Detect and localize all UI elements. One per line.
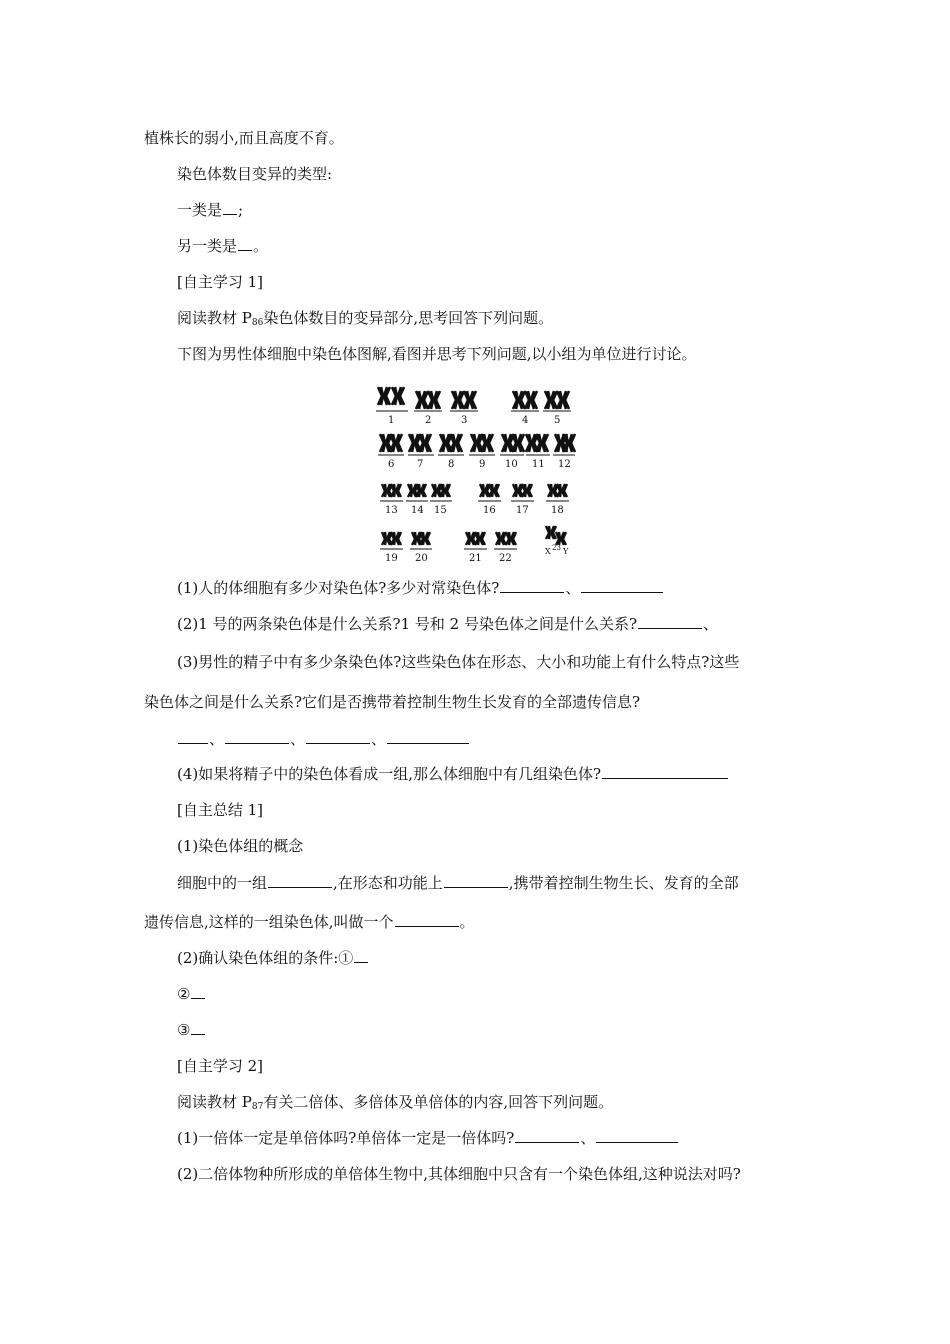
text-line: 细胞中的一组 ,在形态和功能上 ,携带着控制生物生长、发育的全部 bbox=[177, 874, 739, 892]
text-line: 染色体数目变异的类型: bbox=[177, 165, 333, 183]
karyotype-label: 22 bbox=[499, 553, 512, 563]
text-line: ③ bbox=[177, 1020, 206, 1040]
text-line: 一类是 ; bbox=[177, 201, 244, 219]
karyotype-label: 8 bbox=[448, 459, 455, 470]
section-label: [自主学习 2] bbox=[177, 1057, 264, 1075]
karyotype-label: 13 bbox=[385, 505, 398, 516]
question-3-answers: 、 、 、 bbox=[177, 729, 470, 749]
karyotype-label: 7 bbox=[417, 459, 424, 470]
question-2: (2)1 号的两条染色体是什么关系?1 号和 2 号染色体之间是什么关系? 、 bbox=[177, 615, 719, 633]
chromosome-pair-4 bbox=[513, 391, 537, 409]
karyotype-label: 15 bbox=[434, 505, 447, 516]
karyotype-label: 3 bbox=[461, 415, 468, 426]
karyotype-figure bbox=[372, 383, 580, 563]
question-4: (4)如果将精子中的染色体看成一组,那么体细胞中有几组染色体? bbox=[177, 764, 729, 784]
text-line: (1)一倍体一定是单倍体吗?单倍体一定是一倍体吗? 、 bbox=[177, 1128, 679, 1148]
chromosome-pair-5 bbox=[545, 391, 569, 409]
chromosome-pair-3 bbox=[452, 391, 476, 409]
karyotype-label: 9 bbox=[479, 459, 486, 470]
karyotype-label: 4 bbox=[522, 415, 529, 426]
karyotype-label: 1 bbox=[388, 415, 395, 426]
karyotype-label: 17 bbox=[516, 505, 529, 516]
text-line: 阅读教材 $P_{86}$染色体数目的变异部分,思考回答下列问题。 bbox=[177, 309, 554, 328]
text-line: 下图为男性体细胞中染色体图解,看图并思考下列问题,以小组为单位进行讨论。 bbox=[177, 345, 697, 363]
text-line: 另一类是 。 bbox=[177, 237, 269, 255]
text-line: 阅读教材 $P_{87}$有关二倍体、多倍体及单倍体的内容,回答下列问题。 bbox=[177, 1093, 614, 1112]
karyotype-label: 18 bbox=[551, 505, 564, 516]
question-3-cont: 染色体之间是什么关系?它们是否携带着控制生物生长发育的全部遗传信息? bbox=[144, 693, 641, 711]
text-line: (1)染色体组的概念 bbox=[177, 837, 304, 855]
karyotype-label: 20 bbox=[415, 553, 428, 563]
karyotype-label: 10 bbox=[505, 459, 518, 470]
karyotype-label: 16 bbox=[483, 505, 496, 516]
chromosome-pair-1 bbox=[378, 387, 404, 405]
question-3: (3)男性的精子中有多少条染色体?这些染色体在形态、大小和功能上有什么特点?这些 bbox=[177, 653, 740, 671]
text-line: ② bbox=[177, 984, 206, 1004]
text-line: (2)确认染色体组的条件:① bbox=[177, 948, 369, 968]
chromosome-row-3 bbox=[382, 484, 567, 497]
karyotype-label: 21 bbox=[469, 553, 482, 563]
karyotype-label: 2 bbox=[425, 415, 432, 426]
karyotype-label: 14 bbox=[411, 505, 424, 516]
section-label: [自主学习 1] bbox=[177, 273, 264, 291]
question-1: (1)人的体细胞有多少对染色体?多少对常染色体? 、 bbox=[177, 578, 664, 598]
chromosome-row-4 bbox=[382, 526, 566, 545]
karyotype-label: 11 bbox=[532, 459, 545, 470]
karyotype-label: 19 bbox=[385, 553, 398, 563]
karyotype-label: 6 bbox=[388, 459, 395, 470]
karyotype-label-y: Y bbox=[563, 547, 569, 556]
chromosome-row-2 bbox=[380, 434, 575, 452]
chromosome-pair-2 bbox=[416, 391, 440, 409]
karyotype-label: 12 bbox=[558, 459, 571, 470]
text-line: (2)二倍体物种所形成的单倍体生物中,其体细胞中只含有一个染色体组,这种说法对吗? bbox=[177, 1165, 741, 1183]
text-line: 遗传信息,这样的一组染色体,叫做一个 。 bbox=[144, 913, 475, 931]
karyotype-label-x: X bbox=[545, 547, 551, 556]
karyotype-label-23: 23 bbox=[552, 544, 561, 552]
text-line: 植株长的弱小,而且高度不育。 bbox=[144, 129, 344, 147]
karyotype-label: 5 bbox=[554, 415, 561, 426]
section-label: [自主总结 1] bbox=[177, 801, 264, 819]
